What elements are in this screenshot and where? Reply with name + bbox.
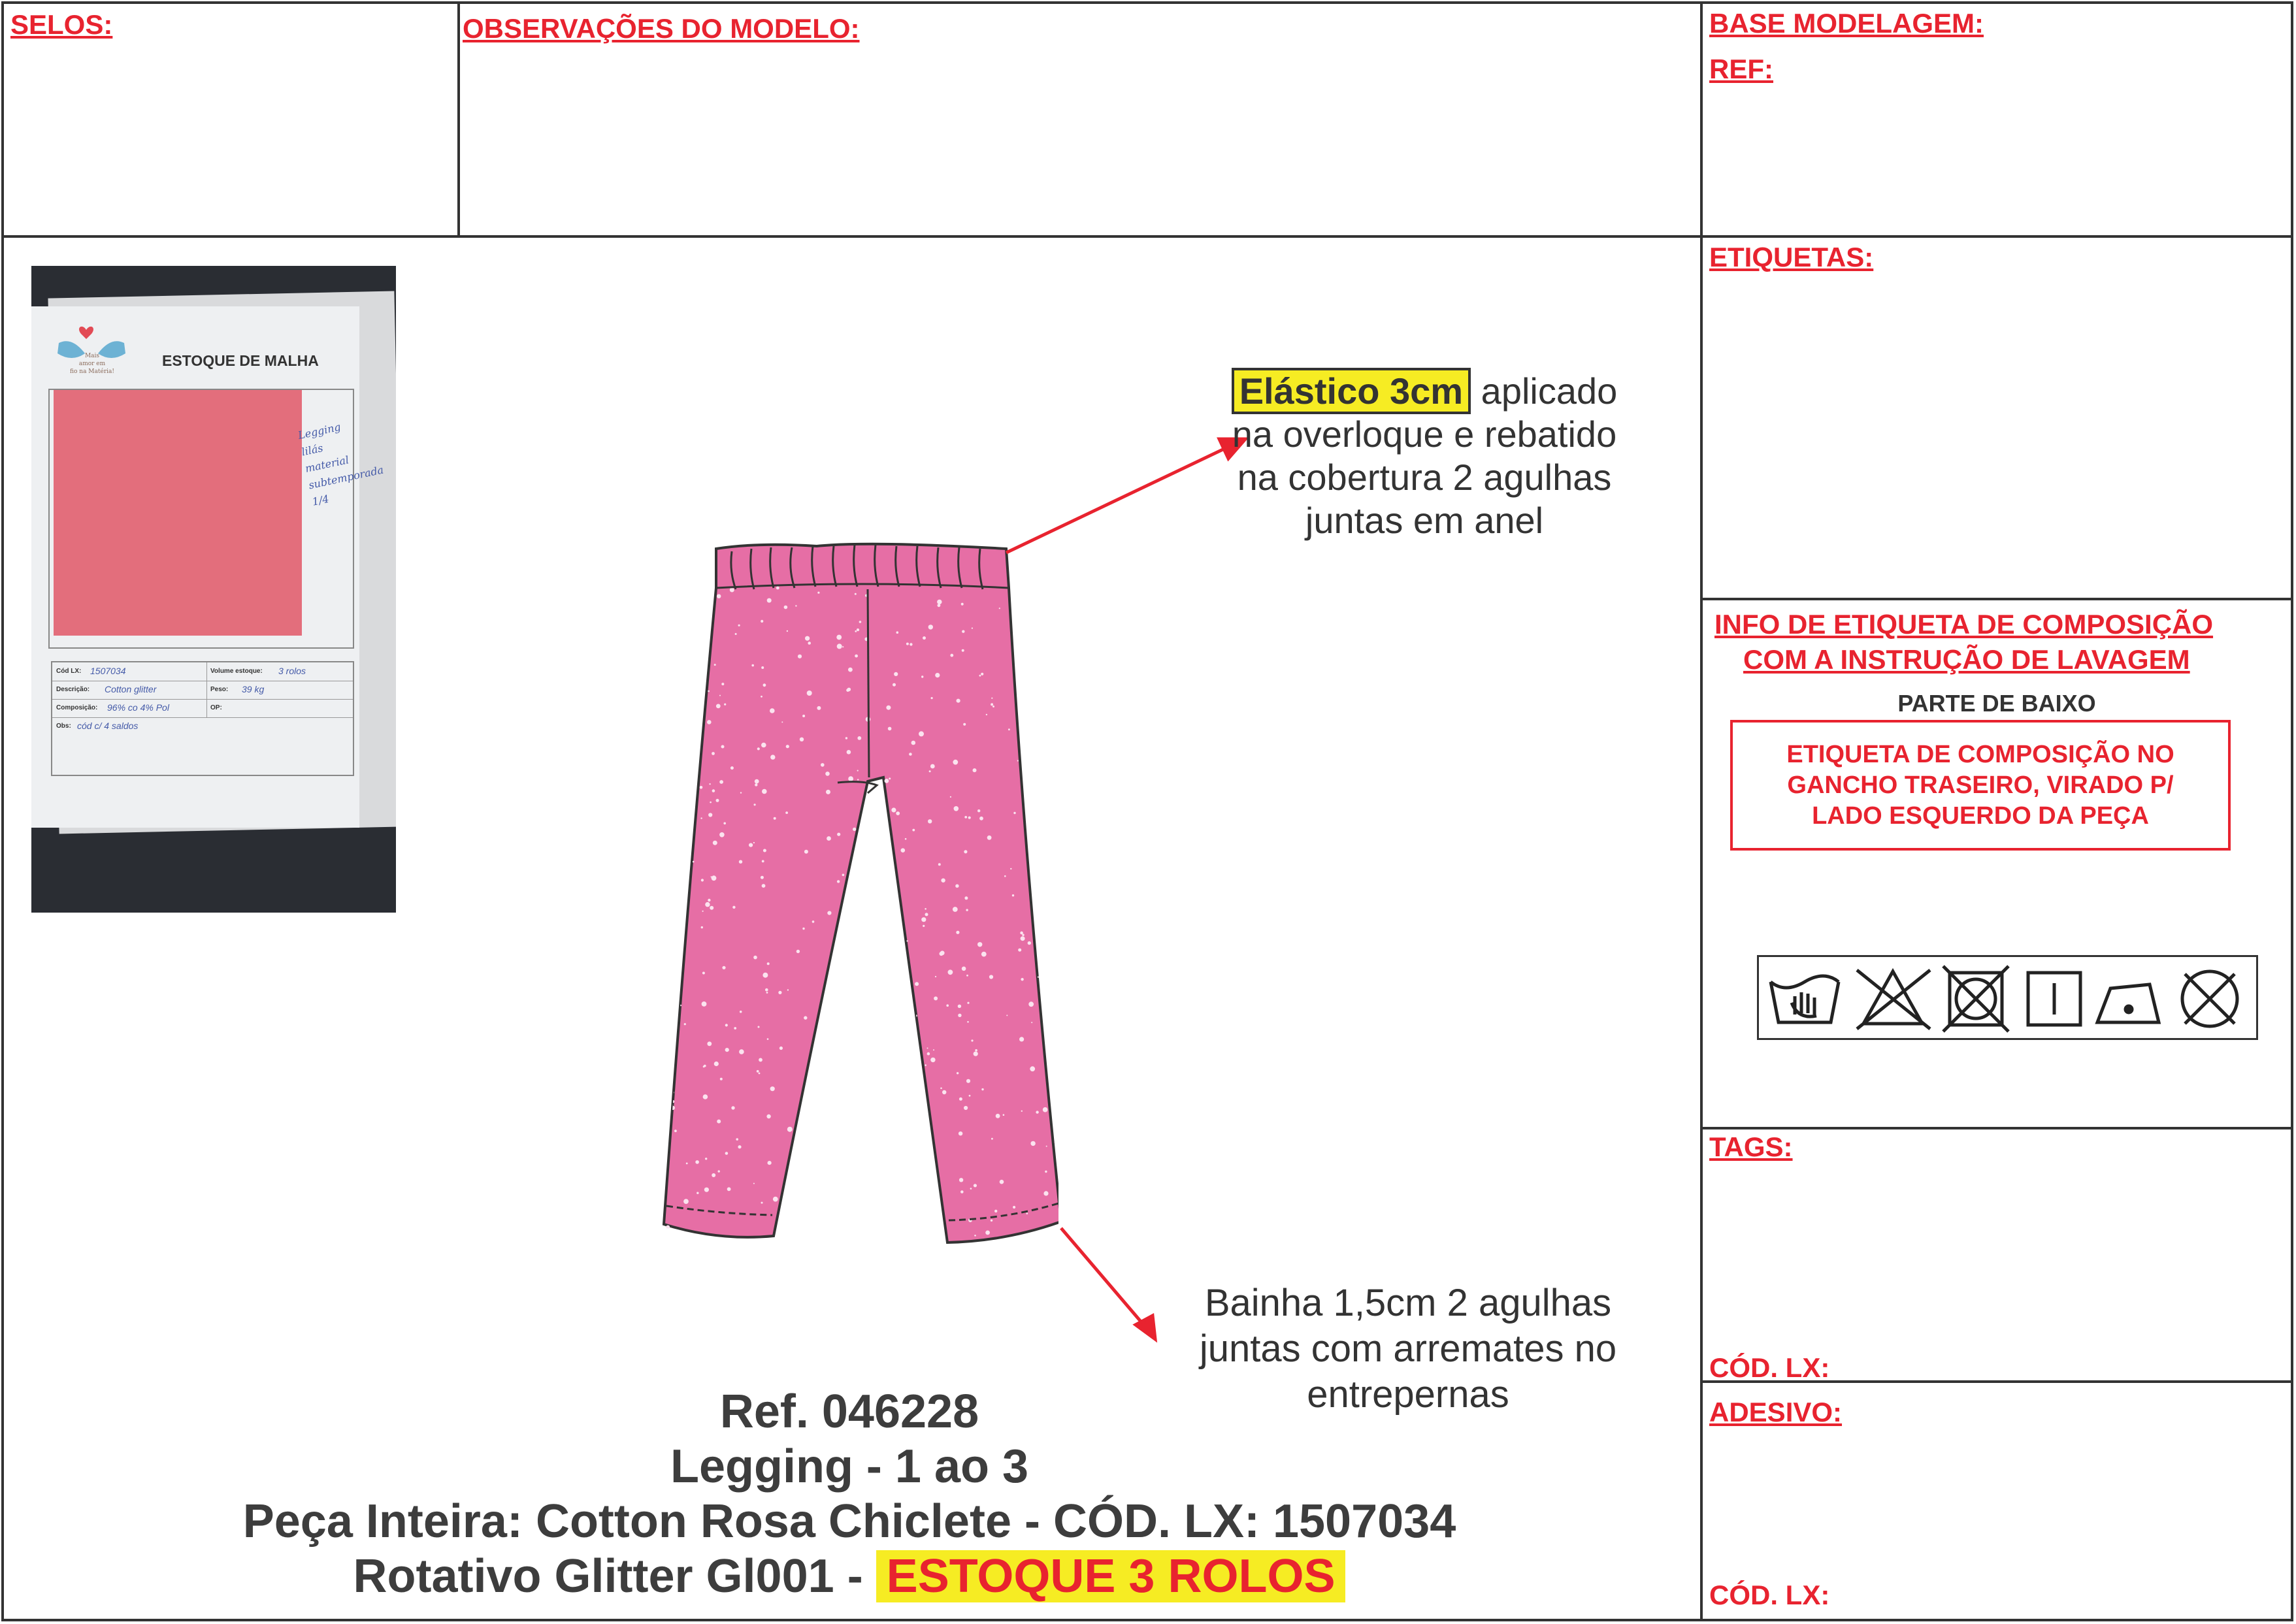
parte-label: PARTE DE BAIXO: [1897, 690, 2096, 717]
obs-form-value: cód c/ 4 saldos: [77, 721, 139, 731]
handwritten-note: Legging lilás material subtemporada 1/4: [297, 420, 385, 508]
product-ref: Ref. 046228: [719, 1386, 979, 1438]
hem-line2: juntas com arremates no: [1199, 1327, 1617, 1370]
composicao-form-label: Composição:: [56, 704, 98, 711]
product-name: Legging - 1 ao 3: [670, 1440, 1029, 1493]
hem-arrow-line: [1061, 1228, 1145, 1326]
print-prefix: Rotativo Glitter Gl001 -: [353, 1550, 876, 1602]
op-form-label: OP:: [210, 704, 222, 711]
obs-form-label: Obs:: [56, 723, 71, 730]
elastic-arrow-line: [1006, 447, 1228, 553]
hem-line1: Bainha 1,5cm 2 agulhas: [1204, 1282, 1612, 1324]
descricao-form-value: Cotton glitter: [105, 684, 157, 694]
hem-line3: entrepernas: [1307, 1373, 1509, 1416]
composition-note-line3: LADO ESQUERDO DA PEÇA: [1812, 802, 2149, 830]
composicao-form-value: 96% co 4% Pol: [107, 702, 169, 713]
elastic-line1-rest: aplicado: [1471, 370, 1618, 412]
composition-note-line1: ETIQUETA DE COMPOSIÇÃO NO: [1786, 741, 2174, 768]
estoque-title: ESTOQUE DE MALHA: [162, 352, 319, 369]
elastic-highlight: Elástico 3cm: [1232, 368, 1471, 414]
logo-text: Mais amor em fio na Matéria!: [70, 353, 114, 375]
descricao-form-label: Descrição:: [56, 686, 90, 693]
observacoes-label: OBSERVAÇÕES DO MODELO:: [463, 13, 860, 44]
cod-lx-label-1: CÓD. LX:: [1709, 1352, 1830, 1383]
product-print: [0, 1550, 1699, 1603]
adesivo-label: ADESIVO:: [1709, 1397, 1843, 1427]
tags-label: TAGS:: [1709, 1131, 1793, 1162]
cod-lx-label-2: CÓD. LX:: [1709, 1580, 1830, 1610]
info-title-line1: INFO DE ETIQUETA DE COMPOSIÇÃO: [1714, 609, 2214, 640]
cod-lx-form-value: 1507034: [90, 666, 126, 676]
product-fabric: Peça Inteira: Cotton Rosa Chiclete - CÓD. LX: 1507034: [242, 1495, 1456, 1548]
composition-note-line2: GANCHO TRASEIRO, VIRADO P/: [1787, 771, 2174, 799]
elastic-line4: juntas em anel: [1305, 500, 1544, 541]
info-title-line2: COM A INSTRUÇÃO DE LAVAGEM: [1743, 644, 2190, 675]
volume-form-label: Volume estoque:: [210, 668, 263, 675]
ref-label: REF:: [1709, 54, 1773, 84]
etiquetas-label: ETIQUETAS:: [1709, 242, 1874, 272]
elastic-line2: na overloque e rebatido: [1232, 414, 1617, 455]
stock-highlight: ESTOQUE 3 ROLOS: [876, 1550, 1346, 1602]
elastic-annotation: [1202, 370, 1647, 542]
selos-label: SELOS:: [10, 9, 113, 40]
base-modelagem-label: BASE MODELAGEM:: [1709, 8, 1984, 39]
volume-form-value: 3 rolos: [278, 666, 306, 676]
peso-form-value: 39 kg: [242, 684, 265, 694]
peso-form-label: Peso:: [210, 686, 229, 693]
cod-lx-form-label: Cód LX:: [56, 668, 82, 675]
elastic-line3: na cobertura 2 agulhas: [1237, 457, 1612, 498]
